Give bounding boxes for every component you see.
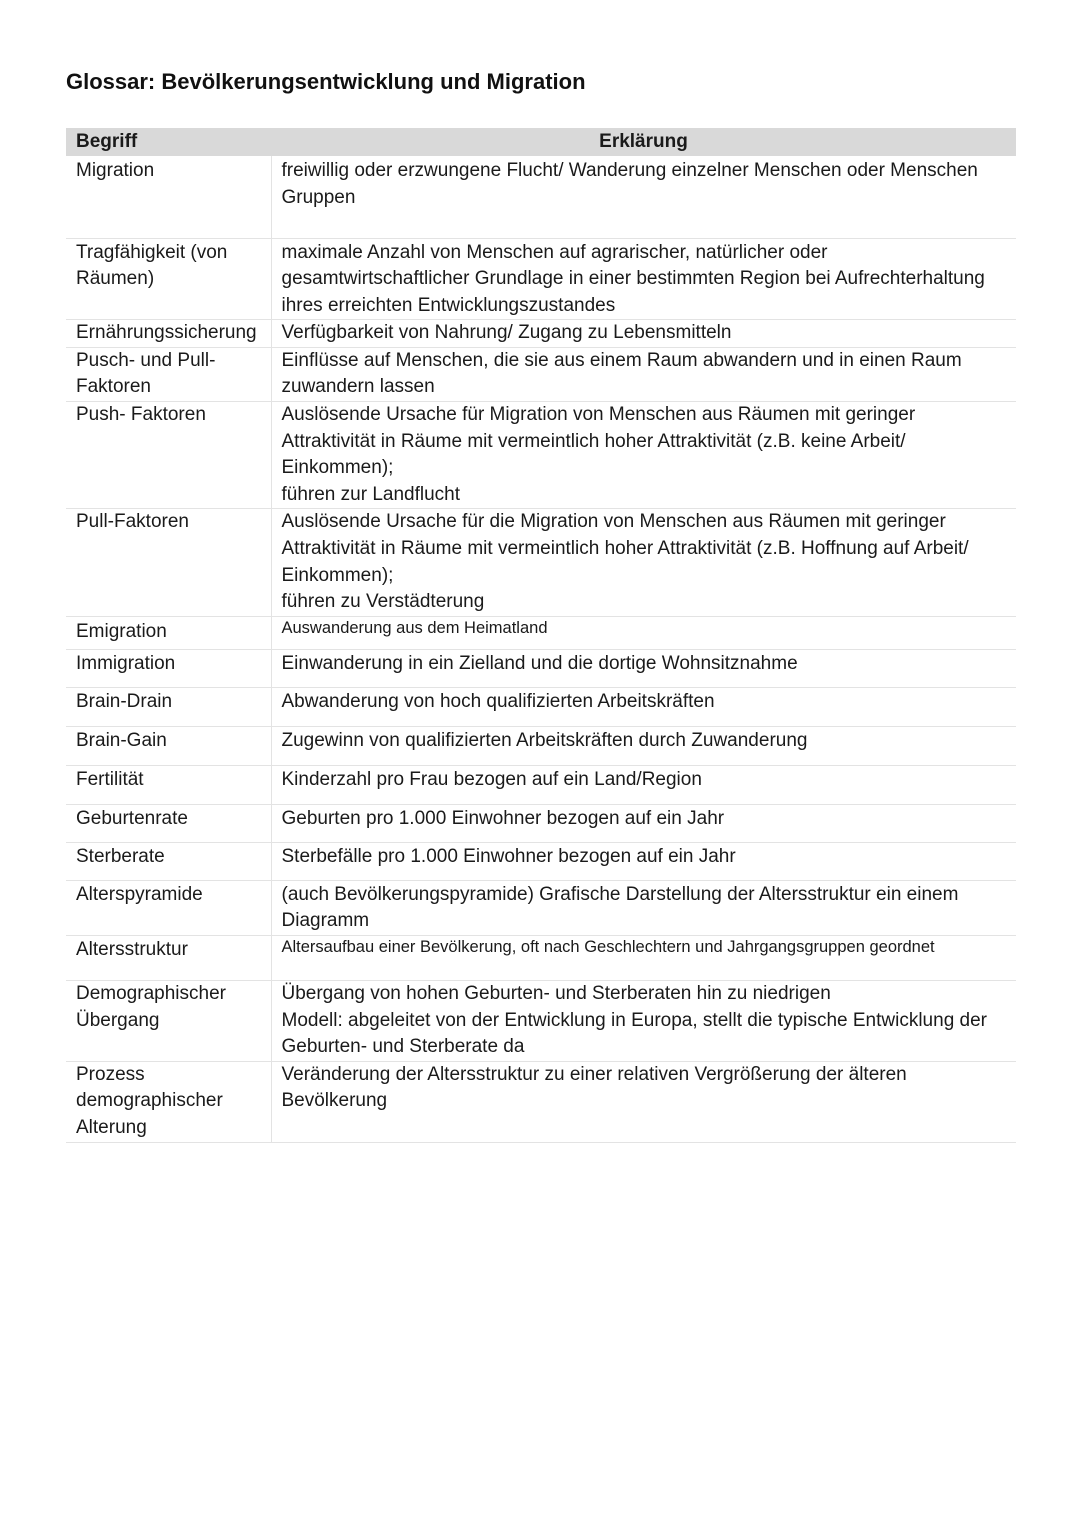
term-cell: Ernährungssicherung [66,320,271,348]
table-row [66,649,1016,687]
definition-cell [271,981,1016,1062]
definition-text: maximale Anzahl von Menschen auf agrarischer, natürlicher oder gesamtwirtschaftlicher Grundlage in einer bestimmten Region bei Aufrechterhaltung ihres erreichten Entwicklungszustandes [281,241,985,316]
definition-cell [271,880,1016,935]
definition-cell [271,649,1016,687]
table-row [66,726,1016,765]
definition-text: Übergang von hohen Geburten- und Sterberaten hin zu niedrigen [281,983,831,1004]
definition-text: Einflüsse auf Menschen, die sie aus einem Raum abwandern und in einen Raum zuwandern lassen [281,349,962,398]
term-cell: Fertilität [66,765,271,804]
definition-text: Auswanderung aus dem Heimatland [281,618,548,637]
term-cell: Alterspyramide [66,880,271,935]
term-cell: Tragfähigkeit (von Räumen) [66,238,271,320]
definition-text: Auslösende Ursache für Migration von Menschen aus Räumen mit geringer Attraktivität in Räume mit vermeintlich hoher Attraktivität (z.B. keine Arbeit/ Einkommen); [281,404,916,479]
definition-text: Modell: abgeleitet von der Entwicklung in Europa, stellt die typische Entwicklung der Geburten- und Sterberate da [281,1009,987,1058]
definition-text: Zugewinn von qualifizierten Arbeitskräften durch Zuwanderung [281,729,808,751]
header-term: Begriff [66,128,271,156]
table-row [66,804,1016,842]
definition-cell [271,726,1016,765]
table-row [66,842,1016,880]
term-cell: Brain-Gain [66,726,271,765]
definition-text: freiwillig oder erzwungene Flucht/ Wanderung einzelner Menschen oder Menschen Gruppen [281,160,978,208]
definition-cell [271,320,1016,348]
definition-cell [271,842,1016,880]
definition-text: (auch Bevölkerungspyramide) Grafische Darstellung der Altersstruktur ein einem Diagramm [281,883,959,932]
definition-text: führen zu Verstädterung [281,591,485,613]
definition-text: Geburten pro 1.000 Einwohner bezogen auf ein Jahr [281,807,725,829]
table-row [66,981,1016,1062]
definition-cell [271,765,1016,804]
term-cell: Demographischer Übergang [66,981,271,1062]
table-row [66,687,1016,726]
definition-cell [271,687,1016,726]
term-cell: Pull-Faktoren [66,509,271,616]
header-definition: Erklärung [271,128,1016,156]
definition-text: Einwanderung in ein Zielland und die dortige Wohnsitznahme [281,652,798,674]
definition-cell [271,1061,1016,1142]
term-cell: Sterberate [66,842,271,880]
table-row [66,320,1016,348]
term-cell: Emigration [66,616,271,649]
table-row [66,936,1016,981]
definition-cell [271,616,1016,649]
term-cell: Brain-Drain [66,687,271,726]
table-row [66,765,1016,804]
table-row [66,402,1016,509]
definition-text: Veränderung der Altersstruktur zu einer relativen Vergrößerung der älteren Bevölkerung [281,1063,907,1112]
term-cell: Immigration [66,649,271,687]
term-cell: Push- Faktoren [66,402,271,509]
table-header-row [66,128,1016,156]
definition-text: Altersaufbau einer Bevölkerung, oft nach Geschlechtern und Jahrgangsgruppen geordnet [281,938,935,956]
term-cell: Pusch- und Pull-Faktoren [66,347,271,401]
table-row [66,156,1016,238]
table-row [66,347,1016,401]
term-cell: Prozess demographischer Alterung [66,1061,271,1142]
term-cell: Geburtenrate [66,804,271,842]
definition-cell [271,509,1016,616]
term-cell: Migration [66,156,271,238]
definition-text: führen zur Landflucht [281,483,461,505]
definition-cell [271,238,1016,320]
table-row [66,616,1016,649]
table-row [66,509,1016,616]
term-cell: Altersstruktur [66,936,271,981]
document-title: Glossar: Bevölkerungsentwicklung und Migration [66,69,586,94]
definition-text: Kinderzahl pro Frau bezogen auf ein Land/Region [281,768,702,790]
definition-text: Verfügbarkeit von Nahrung/ Zugang zu Lebensmitteln [281,322,732,344]
table-row [66,238,1016,320]
definition-cell [271,402,1016,509]
table-row [66,880,1016,935]
definition-cell [271,936,1016,981]
table-row [66,1061,1016,1142]
definition-cell [271,804,1016,842]
definition-text: Sterbefälle pro 1.000 Einwohner bezogen auf ein Jahr [281,845,736,867]
definition-cell [271,347,1016,401]
definition-text: Abwanderung von hoch qualifizierten Arbeitskräften [281,690,715,712]
definition-text: Auslösende Ursache für die Migration von Menschen aus Räumen mit geringer Attraktivität in Räume mit vermeintlich hoher Attraktivität (z.B. Hoffnung auf Arbeit/ Einkommen); [281,511,969,586]
glossary-table [66,128,1016,1143]
definition-cell [271,156,1016,238]
